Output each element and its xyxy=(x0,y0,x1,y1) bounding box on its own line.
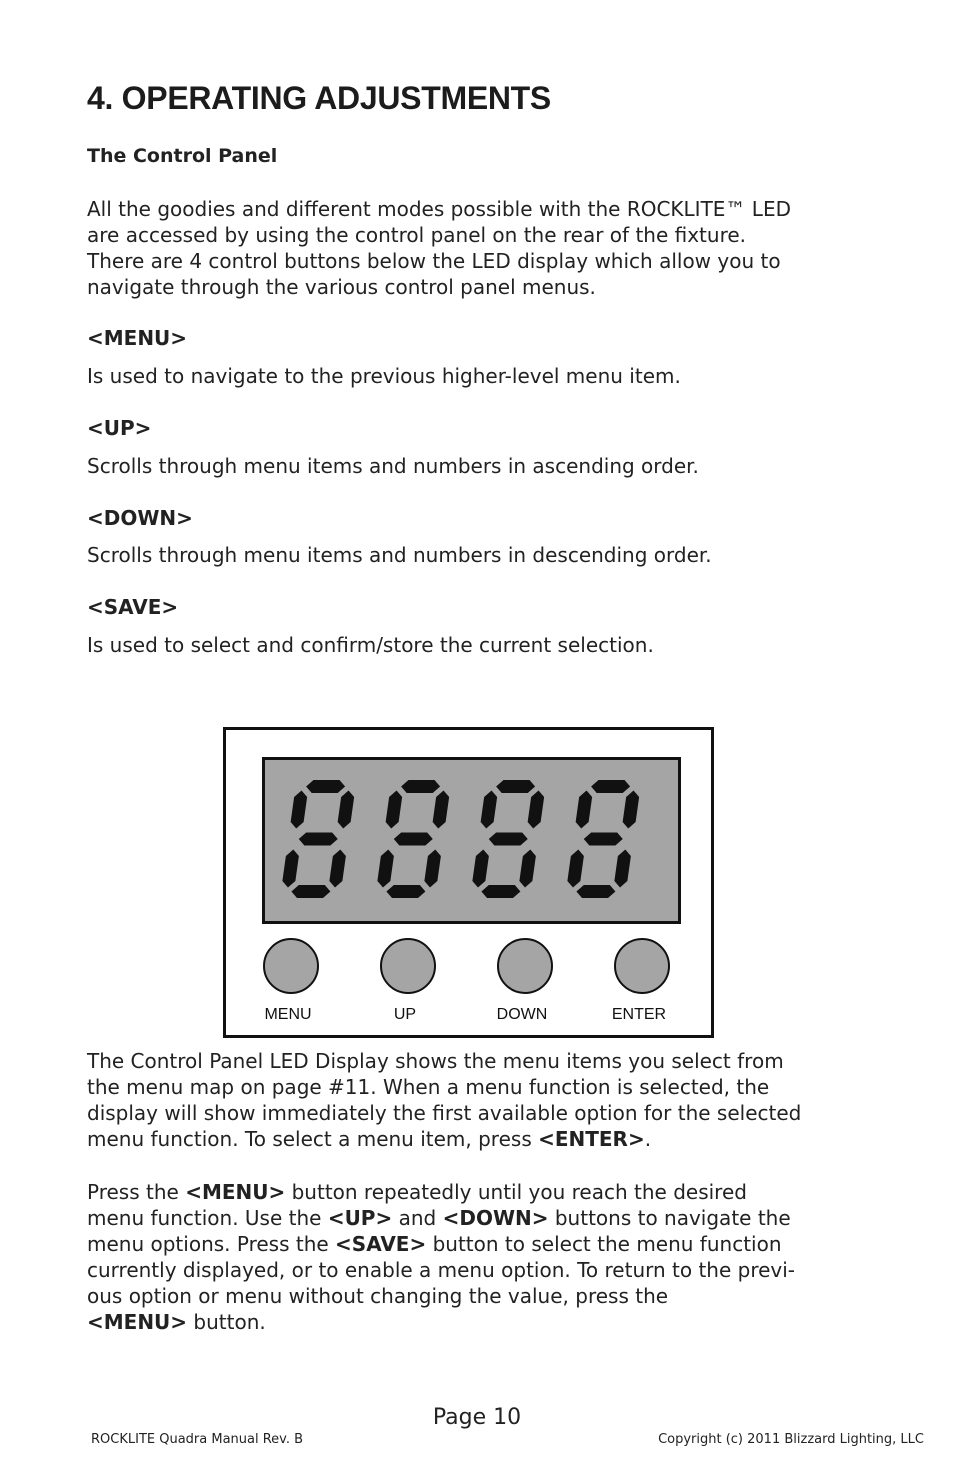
key-menu-label: <MENU> xyxy=(87,326,188,350)
enter-key-ref: <ENTER> xyxy=(538,1127,645,1151)
led-display xyxy=(262,757,681,924)
footer-manual-title: ROCKLITE Quadra Manual Rev. B xyxy=(91,1432,304,1447)
display-line: display will show immediately the first available option for the selected xyxy=(87,1101,802,1125)
digit-0-segment-f xyxy=(291,791,308,829)
menu-button[interactable] xyxy=(263,938,319,994)
page-number: Page 10 xyxy=(432,1405,522,1430)
section-heading: 4. OPERATING ADJUSTMENTS xyxy=(87,80,551,116)
digit-0-segment-c xyxy=(329,850,346,888)
digit-2-segment-c xyxy=(519,850,536,888)
digit-2-segment-a xyxy=(496,780,535,793)
digit-1-segment-d xyxy=(386,885,425,898)
key-up-desc: Scrolls through menu items and numbers in ascending order. xyxy=(87,454,699,478)
seven-segment-digits xyxy=(265,760,678,921)
save-key-ref: <SAVE> xyxy=(335,1232,427,1256)
digit-2-segment-f xyxy=(481,791,498,829)
digit-0-segment-g xyxy=(299,833,338,846)
navigation-paragraph xyxy=(87,1179,877,1335)
digit-3-segment-c xyxy=(614,850,631,888)
digit-3-segment-b xyxy=(623,791,640,829)
digit-3-segment-g xyxy=(584,833,623,846)
digit-0-segment-a xyxy=(306,780,345,793)
intro-line: are accessed by using the control panel on the rear of the fixture. xyxy=(87,223,747,247)
up-button[interactable] xyxy=(380,938,436,994)
nav-line: ous option or menu without changing the value, press the xyxy=(87,1284,669,1308)
down-button[interactable] xyxy=(497,938,553,994)
digit-3-segment-a xyxy=(591,780,630,793)
intro-line: All the goodies and different modes possible with the ROCKLITE™ LED xyxy=(87,197,791,221)
menu-button-label: MENU xyxy=(264,1006,312,1023)
section-subheading: The Control Panel xyxy=(87,145,278,167)
key-save-label: <SAVE> xyxy=(87,595,179,619)
key-down-label: <DOWN> xyxy=(87,506,193,530)
digit-2-segment-e xyxy=(472,850,489,888)
enter-button-label: ENTER xyxy=(611,1006,667,1023)
digit-3-segment-f xyxy=(576,791,593,829)
nav-line: currently displayed, or to enable a menu option. To return to the previ- xyxy=(87,1258,796,1282)
digit-1-segment-f xyxy=(386,791,403,829)
intro-line: navigate through the various control panel menus. xyxy=(87,275,596,299)
digit-0-segment-b xyxy=(338,791,355,829)
digit-2-segment-d xyxy=(481,885,520,898)
nav-line: menu options. Press the <SAVE> button to select the menu function xyxy=(87,1232,782,1256)
digit-1-segment-a xyxy=(401,780,440,793)
intro-line: There are 4 control buttons below the LED display which allow you to xyxy=(87,249,781,273)
nav-line: Press the <MENU> button repeatedly until you reach the desired xyxy=(87,1180,747,1204)
digit-0-segment-d xyxy=(291,885,330,898)
display-line: The Control Panel LED Display shows the menu items you select from xyxy=(87,1049,784,1073)
display-line: the menu map on page #11. When a menu function is selected, the xyxy=(87,1075,770,1099)
digit-3-segment-d xyxy=(576,885,615,898)
menu-key-ref: <MENU> xyxy=(185,1180,286,1204)
display-paragraph xyxy=(87,1048,877,1152)
key-up-label: <UP> xyxy=(87,416,152,440)
intro-paragraph xyxy=(87,196,877,300)
key-down-desc: Scrolls through menu items and numbers in descending order. xyxy=(87,543,712,567)
key-save-desc: Is used to select and confirm/store the current selection. xyxy=(87,633,654,657)
display-line: menu function. To select a menu item, press <ENTER>. xyxy=(87,1127,652,1151)
digit-2-segment-b xyxy=(528,791,545,829)
key-menu-desc: Is used to navigate to the previous higher-level menu item. xyxy=(87,364,681,388)
menu-key-ref: <MENU> xyxy=(87,1310,188,1334)
control-panel-figure xyxy=(223,727,714,1038)
digit-3-segment-e xyxy=(567,850,584,888)
digit-1-segment-b xyxy=(433,791,450,829)
digit-2-segment-g xyxy=(489,833,528,846)
up-key-ref: <UP> xyxy=(327,1206,393,1230)
nav-line: <MENU> button. xyxy=(87,1310,266,1334)
digit-1-segment-g xyxy=(394,833,433,846)
digit-1-segment-c xyxy=(424,850,441,888)
down-button-label: DOWN xyxy=(496,1006,548,1023)
nav-line: menu function. Use the <UP> and <DOWN> buttons to navigate the xyxy=(87,1206,791,1230)
digit-0-segment-e xyxy=(282,850,299,888)
down-key-ref: <DOWN> xyxy=(442,1206,549,1230)
enter-button[interactable] xyxy=(614,938,670,994)
footer-copyright: Copyright (c) 2011 Blizzard Lighting, LLC xyxy=(658,1432,924,1447)
digit-1-segment-e xyxy=(377,850,394,888)
up-button-label: UP xyxy=(393,1006,417,1023)
